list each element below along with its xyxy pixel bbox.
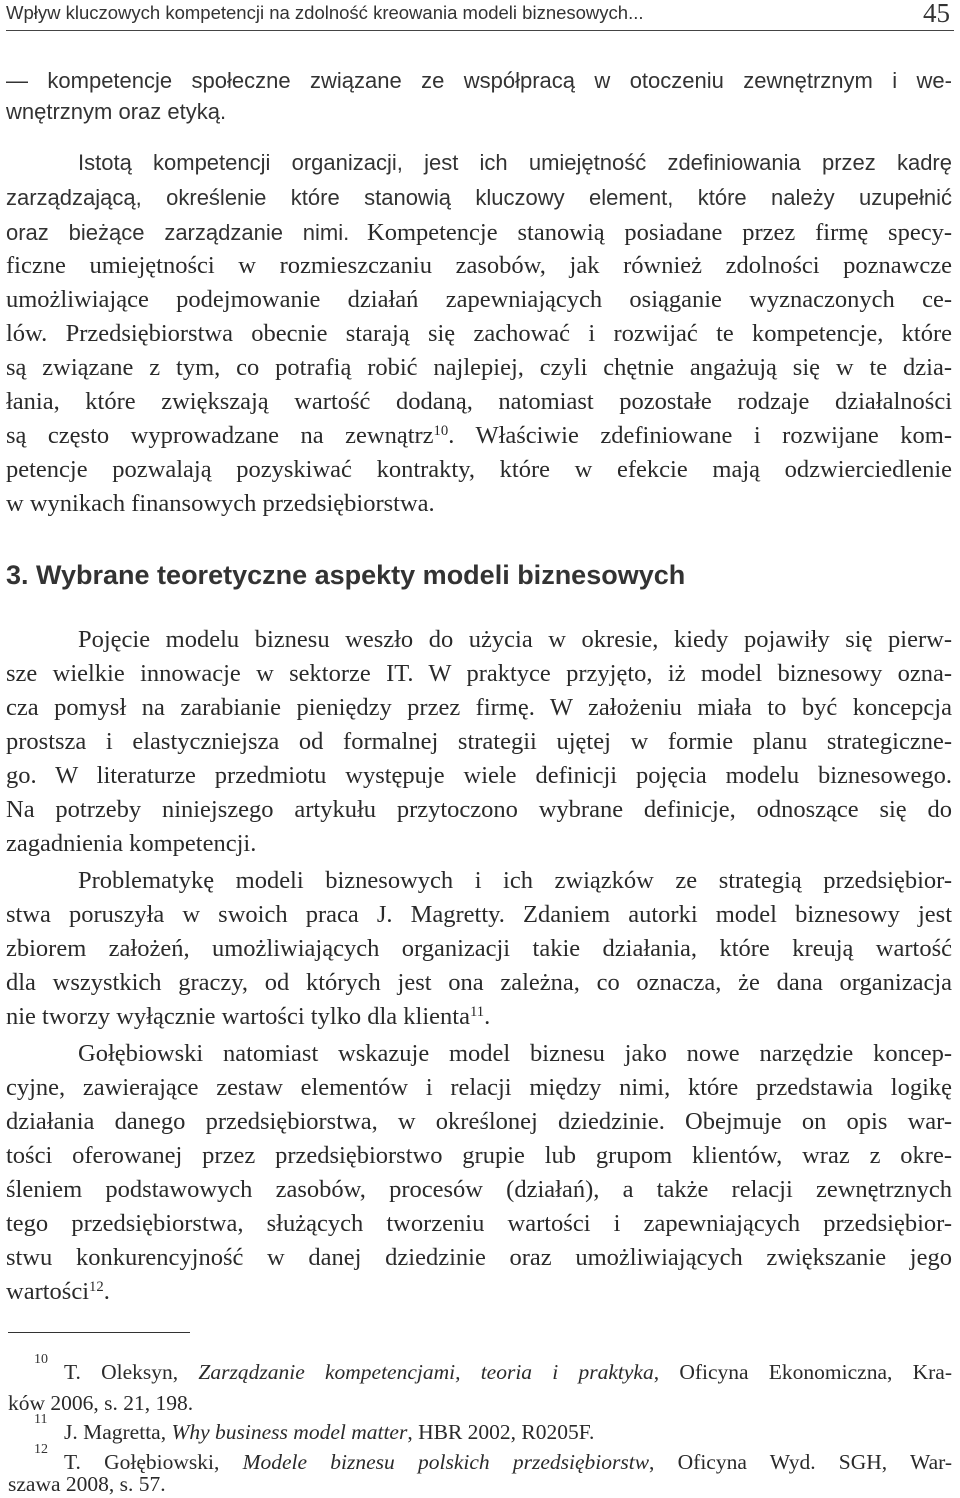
paragraph-text: Kompetencje stanowią posiadane przez firmę specy- [367,219,952,246]
paragraph-line: śleniem podstawowych zasobów, procesów (działań), a także relacji zewnętrznych [6,1176,952,1203]
footnote-ref: 10 [433,422,449,439]
footnote-line: ków 2006, s. 21, 198. [8,1391,194,1415]
footnote-title: Modele biznesu polskich przedsiębiorstw [242,1450,650,1474]
running-header [6,0,954,32]
footnote-publisher: , Oficyna Wyd. SGH, War- [649,1450,953,1474]
paragraph-line [6,320,952,348]
footnote-number: 10 [34,1352,48,1367]
paragraph-line [6,1278,952,1306]
footnote-title: Why business model matter [171,1420,408,1444]
paragraph-text: oraz bieżące zarządzanie nimi. [6,220,350,245]
footnote-line: szawa 2008, s. 57. [8,1472,166,1496]
footnote-rule [8,1332,190,1333]
footnote-line [64,1360,952,1385]
footnote-number: 11 [34,1412,48,1427]
paragraph-line: zagadnienia kompetencji. [6,830,257,857]
running-title: Wpływ kluczowych kompetencji na zdolność kreowania modeli biznesowych... [6,2,644,23]
paragraph-line: są związane z tym, co potrafią robić najlepiej, czyli chętnie angażują się w te dzia- [6,354,952,381]
paragraph-line: ficzne umiejętności w rozmieszczaniu zasobów, jak również zdolności poznawcze [6,252,952,279]
header-rule [6,30,954,31]
paragraph-line: zarządzającą, określenie które stanowią kluczowy element, które należy uzupełnić [6,185,952,210]
paragraph-text: są często wyprowadzane na zewnątrz [6,422,434,449]
paragraph-line: Na potrzeby niniejszego artykułu przytoczono wybrane definicje, odnoszące się do [6,796,952,823]
footnote-author: T. Oleksyn, [64,1360,199,1384]
paragraph-line [6,1003,952,1031]
paragraph-line [6,422,952,450]
paragraph-line: tego przedsiębiorstwa, służących tworzeniu wartości i zapewniających przedsiębior- [6,1210,952,1237]
paragraph-line: cyjne, zawierające zestaw elementów i relacji między nimi, które przedstawia logikę [6,1074,952,1101]
footnote-publisher: , HBR 2002, R0205F. [407,1420,595,1444]
footnote-ref: 11 [469,1003,485,1020]
paragraph-text: wartości [6,1278,89,1305]
paragraph-line: prostsza i elastyczniejsza od formalnej strategii ujętej w formie planu strategiczne- [6,728,952,755]
paragraph-line: łania, które zwiększają wartość dodaną, natomiast pozostałe rodzaje działalności [6,388,952,415]
list-item-line: wnętrznym oraz etyką. [6,99,227,124]
paragraph-line: go. W literaturze przedmiotu występuje wiele definicji pojęcia modelu biznesowego. [6,762,952,789]
paragraph-line: stwu konkurencyjność w danej dziedzinie oraz umożliwiających zwiększanie jego [6,1244,952,1271]
paragraph-line: działania danego przedsiębiorstwa, w określonej dziedzinie. Obejmuje on opis war- [6,1108,952,1135]
footnote-line [64,1420,594,1445]
footnote-author: J. Magretta, [64,1420,172,1444]
footnote-author: T. Gołębiowski, [64,1450,243,1474]
paragraph-line: tości oferowanej przez przedsiębiorstwo grupie lub grupom klientów, wraz z okre- [6,1142,952,1169]
paragraph-text: nie tworzy wyłącznie wartości tylko dla klienta [6,1003,470,1030]
paragraph-line: Pojęcie modelu biznesu weszło do użycia w okresie, kiedy pojawiły się pierw- [78,626,952,653]
paragraph-text: . [103,1278,110,1305]
paragraph-line: Istotą kompetencji organizacji, jest ich umiejętność zdefiniowania przez kadrę [78,150,952,175]
list-item-line: — kompetencje społeczne związane ze współpracą w otoczeniu zewnętrznym i we- [6,68,952,93]
page-number: 45 [923,0,950,28]
paragraph-line: w wynikach finansowych przedsiębiorstwa. [6,490,435,517]
paragraph-line: stwa poruszyła w swoich praca J. Magretty. Zdaniem autorki model biznesowy jest [6,901,952,928]
footnote-line [64,1450,952,1475]
paragraph-line: petencje pozwalają pozyskiwać kontrakty, które w efekcie mają odzwierciedlenie [6,456,952,483]
paragraph-text: lów. [6,320,48,347]
paragraph-line: cza pomysł na zarabianie pieniędzy przez firmę. W założeniu miała to być koncepcja [6,694,952,721]
section-heading: 3. Wybrane teoretyczne aspekty modeli biznesowych [6,560,686,590]
paragraph-line: dla wszystkich graczy, od których jest ona zależna, co oznacza, że dana organizacja [6,969,952,996]
paragraph-line [6,219,952,247]
paragraph-line: Problematykę modeli biznesowych i ich związków ze strategią przedsiębior- [78,867,952,894]
footnote-ref: 12 [89,1278,104,1295]
footnote-number: 12 [34,1442,48,1457]
footnote-title: Zarządzanie kompetencjami, teoria i praktyka [198,1360,654,1384]
paragraph-line: zbiorem założeń, umożliwiających organizacji takie działania, które kreują wartość [6,935,952,962]
paragraph-line: Gołębiowski natomiast wskazuje model biznesu jako nowe narzędzie koncep- [78,1040,952,1067]
paragraph-text: . [484,1003,491,1030]
footnote-publisher: , Oficyna Ekonomiczna, Kra- [653,1360,952,1384]
paragraph-text: . Właściwie zdefiniowane i rozwijane kom- [448,422,952,449]
paragraph-line: umożliwiające podejmowanie działań zapewniających osiąganie wyznaczonych ce- [6,286,952,313]
paragraph-line: sze wielkie innowacje w sektorze IT. W praktyce przyjęto, iż model biznesowy ozna- [6,660,952,687]
paragraph-text: Przedsiębiorstwa obecnie starają się zachować i rozwijać te kompetencje, które [65,320,952,347]
